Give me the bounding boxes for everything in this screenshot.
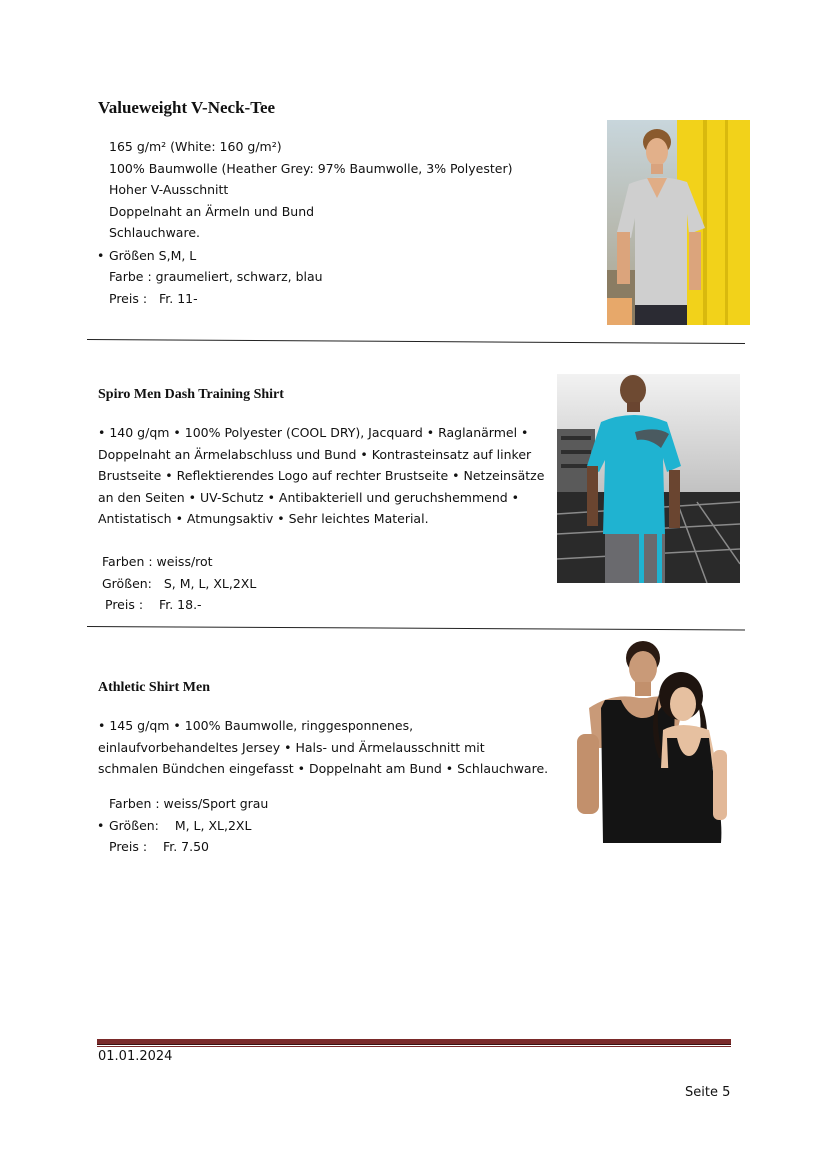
desc-line: einlaufvorbehandeltes Jersey • Hals- und Ärmelausschnitt mit — [98, 739, 485, 755]
sizes-label: Größen: — [102, 575, 152, 591]
product3-photo — [563, 638, 750, 846]
section-divider — [87, 626, 745, 630]
desc-line: Doppelnaht an Ärmelabschluss und Bund • Kontrasteinsatz auf linker — [98, 446, 532, 462]
product3-sizes — [109, 815, 251, 837]
sizes-value: M, L, XL,2XL — [174, 817, 252, 833]
product2-title: Spiro Men Dash Training Shirt — [98, 387, 284, 402]
product2-colors: Farben : weiss/rot — [102, 554, 213, 569]
desc-line: Brustseite • Reflektierendes Logo auf rechter Brustseite • Netzeinsätze — [98, 468, 545, 484]
sizes-value: S, M, L, XL,2XL — [163, 575, 257, 591]
price-value: Fr. 11- — [158, 290, 198, 306]
bullet-icon: • — [97, 817, 105, 833]
product2-sizes — [102, 573, 256, 595]
desc-line: schmalen Bündchen eingefasst • Doppelnaht am Bund • Schlauchware. — [98, 761, 549, 777]
product1-sizes: Größen S,M, L — [109, 247, 197, 263]
footer-rule-thin — [97, 1046, 731, 1047]
sizes-label: Größen: — [109, 817, 159, 833]
page-number: Seite 5 — [685, 1085, 731, 1100]
product1-title: Valueweight V-Neck-Tee — [98, 98, 276, 117]
product2-photo — [557, 374, 740, 583]
desc-line: Antistatisch • Atmungsaktiv • Sehr leichtes Material. — [98, 511, 429, 527]
spec-line: 165 g/m² (White: 160 g/m²) — [109, 139, 282, 154]
price-label: Preis : — [109, 290, 148, 306]
price-value: Fr. 18.- — [158, 597, 202, 612]
spec-line: 100% Baumwolle (Heather Grey: 97% Baumwolle, 3% Polyester) — [109, 160, 513, 176]
product3-price — [109, 836, 209, 858]
spec-line: Doppelnaht an Ärmeln und Bund — [109, 203, 315, 219]
price-label: Preis : — [109, 839, 148, 854]
price-value: Fr. 7.50 — [162, 839, 210, 854]
desc-line: an den Seiten • UV-Schutz • Antibakteriell und geruchshemmend • — [98, 489, 520, 505]
product2-description — [98, 422, 544, 530]
product3-description — [98, 715, 548, 780]
product1-colors: Farbe : graumeliert, schwarz, blau — [109, 269, 323, 284]
price-label: Preis : — [105, 597, 144, 612]
product1-photo — [607, 120, 750, 325]
product2-price — [105, 594, 202, 616]
desc-line: • 140 g/qm • 100% Polyester (COOL DRY), Jacquard • Raglanärmel • — [98, 425, 529, 440]
footer-date: 01.01.2024 — [98, 1049, 173, 1064]
footer-rule — [97, 1039, 731, 1045]
spec-line: Hoher V-Ausschnitt — [109, 182, 229, 198]
product3-title: Athletic Shirt Men — [98, 680, 210, 695]
product3-colors: Farben : weiss/Sport grau — [109, 796, 269, 811]
section-divider — [87, 339, 745, 344]
product1-price — [109, 288, 198, 310]
product1-specs — [109, 136, 512, 244]
desc-line: • 145 g/qm • 100% Baumwolle, ringgesponnenes, — [98, 718, 414, 733]
spec-line: Schlauchware. — [109, 225, 200, 241]
bullet-icon: • — [97, 247, 105, 263]
